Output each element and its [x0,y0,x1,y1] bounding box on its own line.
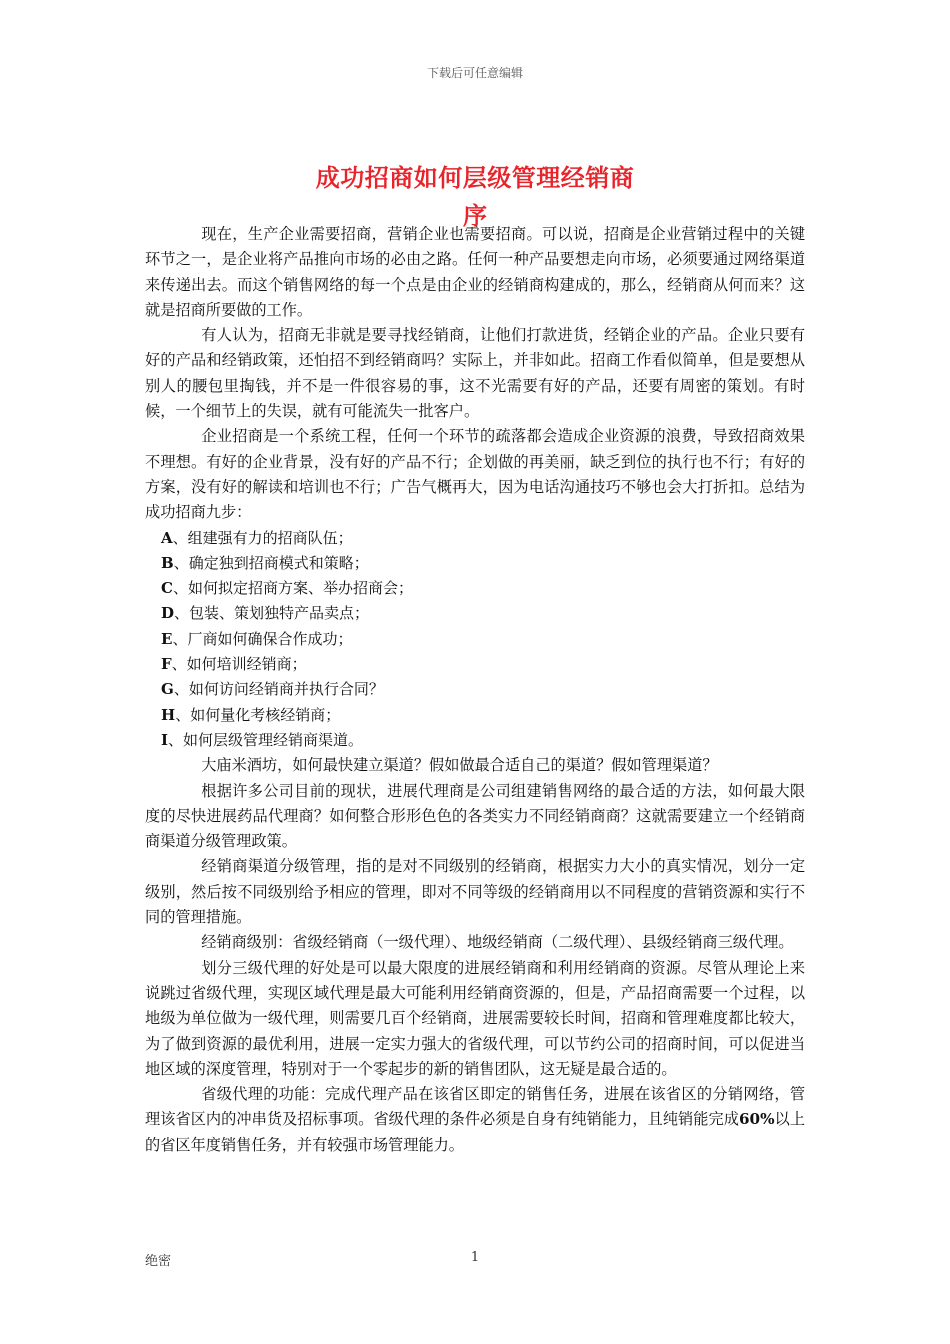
document-title: 成功招商如何层级管理经销商 [315,163,635,192]
list-item [145,526,805,551]
list-marker: A [161,528,173,547]
footer-confidential-label: 绝密 [145,1254,172,1269]
list-item-text: 、如何量化考核经销商； [175,705,341,724]
paragraph: 企业招商是一个系统工程，任何一个环节的疏落都会造成企业资源的浪费，导致招商效果不理想。有好的企业背景，没有好的产品不行；企划做的再美丽，缺乏到位的执行也不行；有好的方案，没有好的解读和培训也不行；广告气概再大，因为电话沟通技巧不够也会大打折扣。总结为成功招商九步： [145,427,805,522]
list-marker: I [161,730,169,749]
list-marker: E [161,629,173,648]
list-marker: D [161,604,175,623]
list-marker: C [161,579,173,598]
list-item-text: 、确定独到招商模式和策略； [173,553,369,572]
list-marker: H [161,705,176,724]
list-item-text: 、如何拟定招商方案、举办招商会； [172,579,413,598]
percentage-value: 60% [738,1110,775,1129]
list-item-text: 、如何培训经销商； [171,655,307,674]
paragraph [145,1082,805,1158]
list-item-text: 、如何层级管理经销商渠道。 [168,730,364,749]
list-item [145,728,805,753]
list-item [145,677,805,702]
list-item [145,652,805,677]
page-number: 1 [470,1250,480,1265]
list-item [145,601,805,626]
page-header: 下载后可任意编辑 [426,66,523,80]
list-marker: B [161,553,174,572]
list-item [145,703,805,728]
list-item-text: 、包装、策划独特产品卖点； [174,604,370,623]
steps-list [145,526,805,754]
paragraph: 有人认为，招商无非就是要寻找经销商，让他们打款进货，经销企业的产品。企业只要有好的产品和经销政策，还怕招不到经销商吗？实际上，并非如此。招商工作看似简单，但是要想从别人的腰包里掏钱，并不是一件很容易的事，这不光需要有好的产品，还要有周密的策划。有时候，一个细节上的失误，就有可能流失一批客户。 [145,326,805,421]
list-marker: G [161,680,174,699]
paragraph-text: 省级代理的功能：完成代理产品在该省区即定的销售任务，进展在该省区的分销网络，管理该省区内的冲串货及招标事项。省级代理的条件必须是自身有纯销能力，且纯销能完成 [145,1085,805,1129]
list-item-text: 、组建强有力的招商队伍； [172,528,353,547]
list-item [145,627,805,652]
paragraph: 大庙米酒坊，如何最快建立渠道？假如做最合适自己的渠道？假如管理渠道？ [201,756,718,775]
document-body [145,222,805,1158]
list-item-text: 、厂商如何确保合作成功； [172,629,353,648]
document-subtitle: 序 [463,201,487,230]
list-item [145,551,805,576]
paragraph: 根据许多公司目前的现状，进展代理商是公司组建销售网络的最合适的方法，如何最大限度的尽快进展药品代理商？如何整合形形色色的各类实力不同经销商商？这就需要建立一个经销商商渠道分级管理政策。 [145,781,805,851]
list-item-text: 、如何访问经销商并执行合同？ [173,680,384,699]
paragraph: 现在，生产企业需要招商，营销企业也需要招商。可以说，招商是企业营销过程中的关键环节之一，是企业将产品推向市场的必由之路。任何一种产品要想走向市场，必须要通过网络渠道来传递出去。而这个销售网络的每一个点是由企业的经销商构建成的，那么，经销商从何而来？这就是招商所要做的工作。 [145,225,805,319]
paragraph-text: 以上的省区年度销售任务，并有较强市场管理能力。 [145,1110,806,1154]
paragraph: 经销商渠道分级管理，指的是对不同级别的经销商，根据实力大小的真实情况，划分一定级别，然后按不同级别给予相应的管理，即对不同等级的经销商用以不同程度的营销资源和实行不同的管理措施。 [145,857,805,927]
paragraph: 划分三级代理的好处是可以最大限度的进展经销商和利用经销商的资源。尽管从理论上来说跳过省级代理，实现区域代理是最大可能利用经销商资源的，但是，产品招商需要一个过程，以地级为单位做为一级代理，则需要几百个经销商，进展需要较长时间，招商和管理难度都比较大，为了做到资源的最优利用，进展一定实力强大的省级代理，可以节约公司的招商时间，可以促进当地区域的深度管理，特别对于一个零起步的新的销售团队，这无疑是最合适的。 [145,958,805,1078]
list-marker: F [161,655,172,674]
list-item [145,576,805,601]
paragraph: 经销商级别：省级经销商（一级代理）、地级经销商（二级代理）、县级经销商三级代理。 [201,933,794,952]
